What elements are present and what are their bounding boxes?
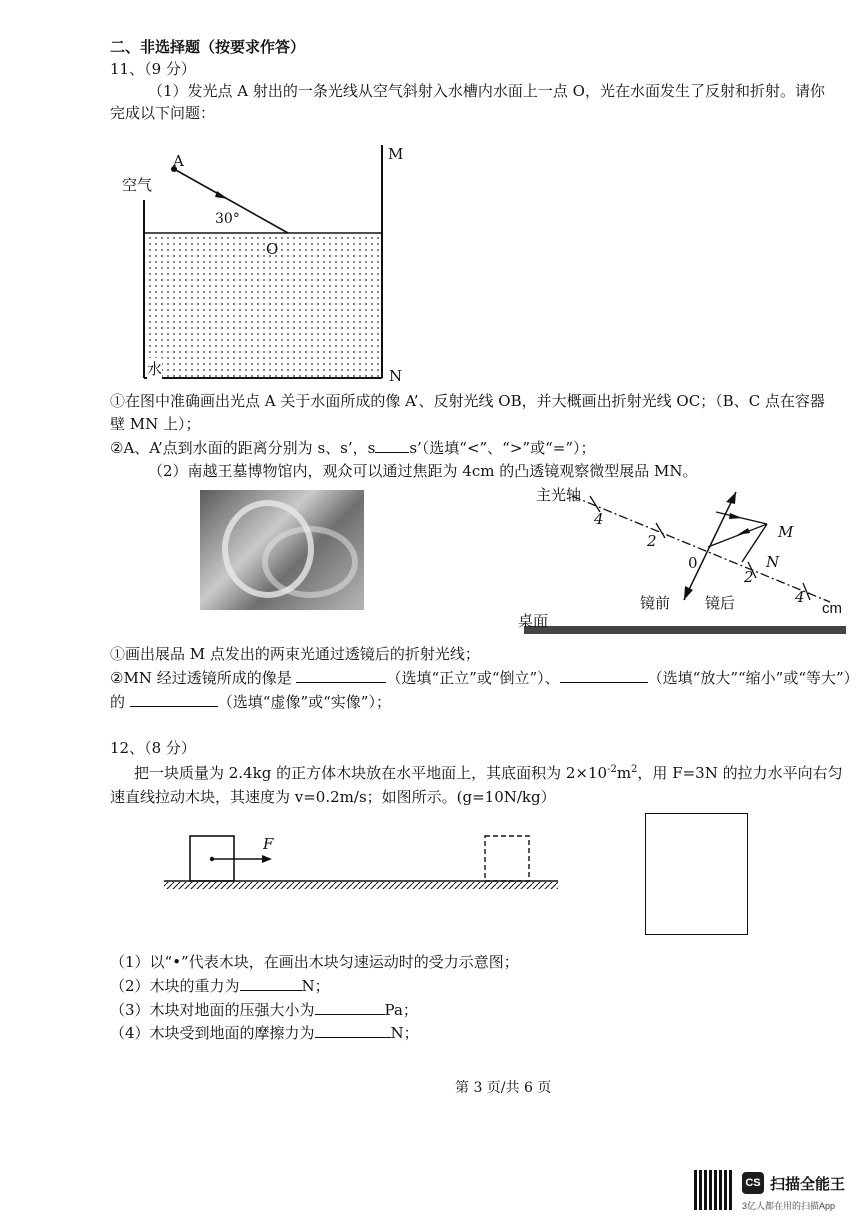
q11-p2: （2）南越王墓博物馆内，观众可以通过焦距为 4cm 的凸透镜观察微型展品 MN。 <box>148 462 698 480</box>
lens-top-arrow-icon <box>726 492 736 504</box>
answer-blank-gravity[interactable] <box>240 976 302 991</box>
ground-hatch <box>164 882 558 889</box>
q12-s1: （1）以“•”代表木块，在画出木块匀速运动时的受力示意图； <box>110 953 519 971</box>
answer-blank-pressure[interactable] <box>315 1000 385 1015</box>
q12-s2 <box>110 975 330 996</box>
label-exhibit-n: N <box>766 553 780 571</box>
axis-label: 主光轴 <box>536 487 582 504</box>
q12-s3-text-a: （3）木块对地面的压强大小为 <box>110 1001 315 1019</box>
museum-lens-photo <box>200 490 364 610</box>
q11-sub2-text-b: s’（选填“<”、“>”或“=”）； <box>409 439 596 457</box>
tick-label-4r: 4 <box>795 588 805 606</box>
q11-sub4-text-a: ②MN 经过透镜所成的像是 <box>110 669 292 687</box>
ray-arrow-1-icon <box>729 513 742 519</box>
q12-exp2: 2 <box>631 764 638 775</box>
tick-label-2l: 2 <box>647 532 657 550</box>
label-exhibit-m: M <box>778 523 794 541</box>
q12-header: 12、（8 分） <box>110 739 196 757</box>
tick-label-4l: 4 <box>594 510 604 528</box>
ray-optical-center <box>708 524 767 547</box>
qr-code-icon <box>694 1170 734 1210</box>
watermark-tagline: 3亿人都在用的扫描App <box>742 1201 836 1211</box>
block-figure <box>160 830 570 900</box>
q12-s2-text-b: N； <box>301 977 330 995</box>
force-arrow-head-icon <box>262 855 272 863</box>
label-lens-back: 镜后 <box>705 595 736 612</box>
watermark-brand: 扫描全能王 <box>770 1176 846 1193</box>
q11-sub4-line2 <box>110 691 391 712</box>
q11-sub4-text-c: （选填“放大”“缩小”或“等大”） <box>647 669 859 687</box>
q12-line1-text: 把一块质量为 2.4kg 的正方体木块放在水平地面上，其底面积为 2×10 <box>134 764 608 782</box>
q12-s3 <box>110 999 418 1020</box>
lens-diagram <box>520 482 850 642</box>
label-m: M <box>388 145 404 163</box>
q12-line1 <box>134 762 843 783</box>
block-later-position <box>485 836 529 881</box>
section-title: 二、非选择题（按要求作答） <box>110 38 306 56</box>
desk-surface <box>524 626 846 634</box>
q11-sub4-text-b: （选填“正立”或“倒立”）、 <box>386 669 560 687</box>
principal-axis <box>572 496 830 602</box>
water-body <box>144 233 382 377</box>
lens-bottom-arrow-icon <box>684 586 693 600</box>
q12-s4 <box>110 1022 419 1043</box>
ray-arrow-2-icon <box>737 528 750 535</box>
label-o: O <box>266 240 279 258</box>
ray-arrow-icon <box>215 191 228 199</box>
q11-sub4-text-d: 的 <box>110 693 126 711</box>
cs-logo-icon: CS <box>742 1172 764 1194</box>
q11-sub2-text-a: ②A、A’点到水面的距离分别为 s、s’，s <box>110 439 376 457</box>
q12-line2: 速直线拉动木块，其速度为 v=0.2m/s；如图所示。(g=10N/kg） <box>110 788 556 806</box>
force-label-f: F <box>263 835 274 853</box>
answer-blank-size[interactable] <box>560 668 648 683</box>
label-n: N <box>389 367 403 385</box>
q12-s4-text-a: （4）木块受到地面的摩擦力为 <box>110 1024 315 1042</box>
q11-header: 11、（9 分） <box>110 60 196 78</box>
answer-blank-image-type[interactable] <box>130 692 218 707</box>
q11-p1-line1: （1）发光点 A 射出的一条光线从空气斜射入水槽内水面上一点 O，光在水面发生了反射和折射。请你 <box>148 82 825 100</box>
label-angle: 30° <box>215 211 240 227</box>
lens-reflection <box>262 526 358 598</box>
tick-label-2r: 2 <box>744 568 754 586</box>
unit-cm: cm <box>822 600 842 617</box>
label-a: A <box>173 152 184 170</box>
q11-sub4-line1 <box>110 667 859 688</box>
label-lens-front: 镜前 <box>640 595 671 612</box>
q11-sub1-line2: 壁 MN 上）； <box>110 415 201 433</box>
q12-s4-text-b: N； <box>390 1024 419 1042</box>
force-diagram-answer-box[interactable] <box>645 813 748 935</box>
label-water: 水 <box>147 360 163 378</box>
q11-sub3: ①画出展品 M 点发出的两束光通过透镜后的折射光线； <box>110 645 480 663</box>
page-footer: 第 3 页/共 6 页 <box>455 1080 552 1096</box>
q12-unit-m: m <box>616 764 632 782</box>
q11-p1-line2: 完成以下问题： <box>110 104 216 122</box>
answer-blank-compare[interactable] <box>375 438 409 453</box>
q12-line1-text-c: ，用 F=3N 的拉力水平向右匀 <box>637 764 843 782</box>
label-air: 空气 <box>122 176 153 194</box>
tick-label-0: 0 <box>688 554 698 572</box>
q11-sub2 <box>110 437 596 458</box>
q11-sub1-line1: ①在图中准确画出光点 A 关于水面所成的像 A’、反射光线 OB，并大概画出折射光线 OC；（B、C 点在容器 <box>110 392 825 410</box>
q12-s3-text-b: Pa； <box>384 1001 418 1019</box>
label-desk: 桌面 <box>518 613 549 630</box>
answer-blank-orientation[interactable] <box>296 668 386 683</box>
q12-s2-text-a: （2）木块的重力为 <box>110 977 240 995</box>
answer-blank-friction[interactable] <box>315 1023 391 1038</box>
q12-exp1: -2 <box>607 764 617 775</box>
q11-sub4-text-e: （选填“虚像”或“实像”）； <box>217 693 391 711</box>
